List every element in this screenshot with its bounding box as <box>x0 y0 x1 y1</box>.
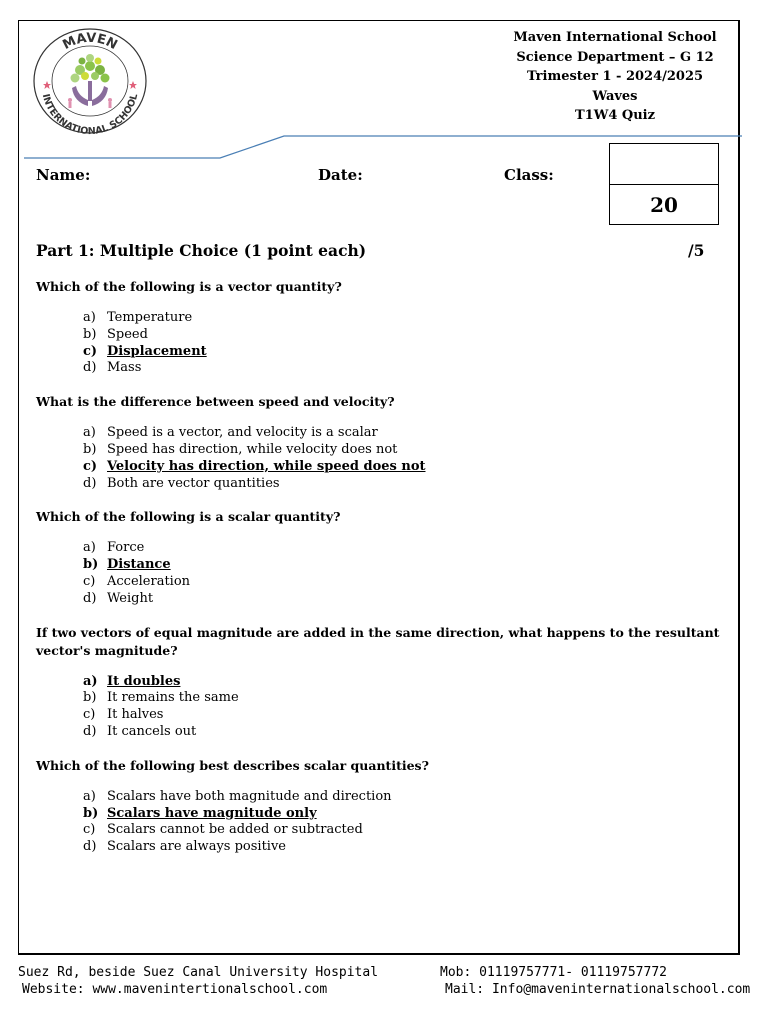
answer-option[interactable] <box>36 690 736 707</box>
total-score: 20 <box>650 193 678 217</box>
option-letter: d) <box>83 475 97 491</box>
score-input-cell[interactable] <box>610 144 718 185</box>
option-text: Velocity has direction, while speed does not <box>107 458 426 474</box>
answer-option-correct[interactable] <box>36 557 736 574</box>
subject: Waves <box>592 88 638 104</box>
footer-mobile: Mob: 01119757771- 01119757772 <box>440 965 667 980</box>
option-text: Mass <box>107 360 142 376</box>
option-letter: a) <box>83 788 96 804</box>
option-text: It remains the same <box>107 690 239 706</box>
answer-option[interactable] <box>36 360 736 377</box>
answer-option[interactable] <box>36 591 736 608</box>
option-text: Scalars have magnitude only <box>107 805 317 821</box>
option-text: Speed is a vector, and velocity is a scalar <box>107 425 378 441</box>
answer-options <box>36 425 736 492</box>
answer-option[interactable] <box>36 540 736 557</box>
answer-option[interactable] <box>36 442 736 459</box>
svg-text:INTERNATIONAL SCHOOL: INTERNATIONAL SCHOOL <box>39 92 141 136</box>
question-text: Which of the following is a scalar quantity? <box>36 509 341 525</box>
answer-option[interactable] <box>36 789 736 806</box>
questions-list <box>36 278 736 872</box>
option-letter: d) <box>83 360 97 376</box>
part1-score: /5 <box>688 241 705 260</box>
class-label: Class: <box>504 166 554 184</box>
question-block <box>36 278 736 377</box>
option-text: Scalars have both magnitude and direction <box>107 788 392 804</box>
option-text: Speed has direction, while velocity does not <box>107 441 398 457</box>
name-label: Name: <box>36 166 91 184</box>
option-letter: c) <box>83 822 96 838</box>
option-text: Temperature <box>107 310 193 325</box>
option-letter: d) <box>83 723 97 739</box>
answer-option[interactable] <box>36 839 736 856</box>
date-label: Date: <box>318 166 363 184</box>
answer-option-correct[interactable] <box>36 674 736 691</box>
footer-mail[interactable]: Mail: Info@maveninternationalschool.com <box>445 982 751 997</box>
question-block <box>36 624 736 741</box>
answer-option[interactable] <box>36 724 736 741</box>
option-text: Weight <box>107 590 154 606</box>
answer-option[interactable] <box>36 476 736 493</box>
option-letter: c) <box>83 343 98 359</box>
answer-options <box>36 540 736 607</box>
option-letter: d) <box>83 590 97 606</box>
option-text: Scalars cannot be added or subtracted <box>107 822 363 838</box>
option-letter: c) <box>83 573 96 589</box>
footer-website[interactable]: Website: www.mavenintertionalschool.com <box>22 982 328 997</box>
option-letter: a) <box>83 310 96 325</box>
option-letter: b) <box>83 326 97 342</box>
option-text: Acceleration <box>107 573 191 589</box>
svg-text:MAVEN: MAVEN <box>60 30 120 54</box>
question-text: Which of the following best describes scalar quantities? <box>36 757 429 773</box>
question-block <box>36 508 736 607</box>
answer-option-correct[interactable] <box>36 806 736 823</box>
footer-address: Suez Rd, beside Suez Canal University Hospital <box>18 965 379 980</box>
option-letter: b) <box>83 441 97 457</box>
answer-option-correct[interactable] <box>36 459 736 476</box>
answer-option[interactable] <box>36 310 736 327</box>
option-letter: d) <box>83 839 97 855</box>
option-letter: a) <box>83 673 98 689</box>
option-letter: b) <box>83 805 99 821</box>
question-block <box>36 757 736 856</box>
option-letter: a) <box>83 425 96 441</box>
option-text: Speed <box>107 326 148 342</box>
answer-option[interactable] <box>36 822 736 839</box>
option-text: Both are vector quantities <box>107 475 280 491</box>
option-text: Displacement <box>107 343 207 359</box>
option-text: Scalars are always positive <box>107 839 286 855</box>
answer-option[interactable] <box>36 707 736 724</box>
option-letter: a) <box>83 540 96 556</box>
option-letter: b) <box>83 690 97 706</box>
option-text: Distance <box>107 557 171 573</box>
school-header <box>500 28 730 126</box>
option-text: It halves <box>107 707 164 723</box>
term: Trimester 1 - 2024/2025 <box>526 69 704 84</box>
answer-options <box>36 789 736 856</box>
school-name: Maven International School <box>513 30 717 45</box>
question-text: Which of the following is a vector quantity? <box>36 279 342 294</box>
answer-option[interactable] <box>36 425 736 442</box>
option-text: Force <box>107 540 145 556</box>
answer-option-correct[interactable] <box>36 344 736 361</box>
option-text: It cancels out <box>107 723 197 739</box>
option-letter: c) <box>83 707 96 723</box>
quiz-title: T1W4 Quiz <box>575 108 655 123</box>
department: Science Department – G 12 <box>516 49 714 65</box>
school-logo <box>30 26 150 136</box>
question-block <box>36 393 736 492</box>
score-box <box>609 143 719 225</box>
question-text: If two vectors of equal magnitude are added in the same direction, what happens to the resultant vector's magnitude? <box>36 624 720 658</box>
answer-option[interactable] <box>36 574 736 591</box>
option-text: It doubles <box>107 673 181 689</box>
option-letter: b) <box>83 557 99 573</box>
option-letter: c) <box>83 458 98 474</box>
answer-options <box>36 310 736 377</box>
answer-option[interactable] <box>36 327 736 344</box>
answer-options <box>36 674 736 741</box>
part1-title: Part 1: Multiple Choice (1 point each) <box>36 241 367 260</box>
question-text: What is the difference between speed and velocity? <box>36 394 395 410</box>
